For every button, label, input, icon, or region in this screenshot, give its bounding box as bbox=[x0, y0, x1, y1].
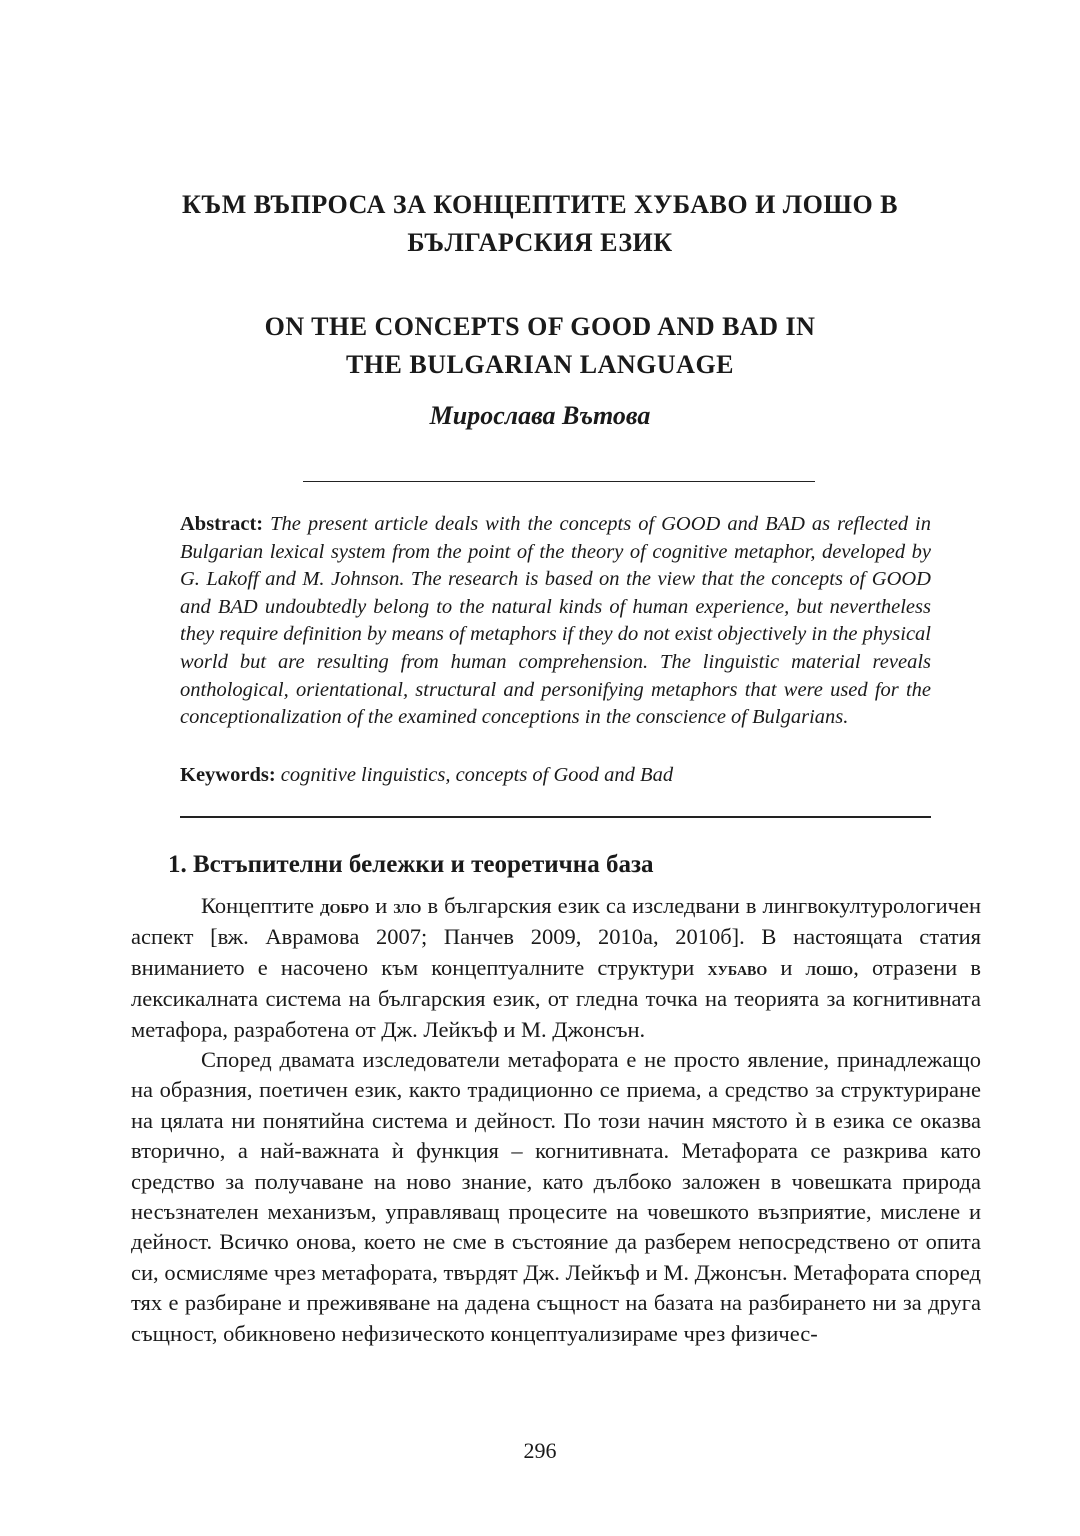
p1-segment-a: Концептите bbox=[201, 893, 320, 918]
body-text bbox=[131, 891, 981, 1349]
author-name: Мирослава Вътова bbox=[429, 401, 651, 430]
title-en-line-1: ON THE CONCEPTS OF GOOD AND BAD IN bbox=[264, 312, 816, 341]
term-hubavo: хубаво bbox=[707, 957, 768, 980]
abstract-divider bbox=[180, 816, 931, 818]
p1-segment-e: , отразени в лексикалната система на българския език, от гледна точка на теорията за когнитивната метафора, разработена от Дж. Лейкъф и М. Джонсън. bbox=[131, 954, 981, 1042]
title-divider bbox=[303, 481, 815, 482]
term-losho: лошо bbox=[805, 957, 854, 980]
p1-segment-c: в българския език са изследвани в лингвокултурологичен аспект [вж. Аврамова 2007; Панчев 2009, 2010а, 2010б]. В настоящата статия вниманието е насочено към концептуалните структури bbox=[131, 893, 981, 980]
paragraph-2: Според двамата изследователи метафората е не просто явление, принадлежащо на образния, поетичен език, както традиционно се приема, а средство за структуриране на цялата ни понятийна система и дейност. По този начин мястото ѝ в езика се оказва вторично, а най-важната ѝ функция – когнитивната. Метафората се разкрива като средство за получаване на ново знание, като дълбоко заложен в човешката природа несъзнателен механизъм, управляващ процесите на човешкото възприятие, мислене и дейност. Всичко онова, което не сме в състояние да разберем непосредствено от опита си, осмисляме чрез метафората, твърдят Дж. Лейкъф и М. Джонсън. Метафората според тях е разбиране и преживяване на дадена същност на базата на разбирането ни за друга същност, обикновено нефизическото концептуализираме чрез физичес- bbox=[131, 1047, 981, 1346]
title-en-line-2: THE BULGARIAN LANGUAGE bbox=[345, 350, 735, 379]
article-title-bulgarian bbox=[110, 186, 970, 262]
keywords-label: Keywords: bbox=[180, 764, 276, 786]
title-bg-line-2: БЪЛГАРСКИЯ ЕЗИК bbox=[407, 228, 673, 257]
p1-segment-d: и bbox=[767, 954, 806, 980]
abstract-text: The present article deals with the concepts of GOOD and BAD as reflected in Bulgarian lexical system from the point of the theory of cognitive metaphor, developed by G. Lakoff and M. Johnson. The research is based on the view that the concepts of GOOD and BAD undoubtedly belong to the natural kinds of human experience, but nevertheless they require definition by means of metaphors if they do not exist objectively in the physical world but are resulting from human comprehension. The linguistic material reveals onthological, orientational, structural and personifying metaphors that were used for the conceptionalization of the examined conceptions in the conscience of Bulgarians. bbox=[180, 513, 931, 729]
term-zlo: зло bbox=[393, 896, 422, 918]
p1-segment-b: и bbox=[369, 893, 394, 918]
keywords-block bbox=[180, 762, 931, 790]
title-bg-line-1: КЪМ ВЪПРОСА ЗА КОНЦЕПТИТЕ ХУБАВО И ЛОШО В bbox=[181, 190, 899, 219]
keywords-text: cognitive linguistics, concepts of Good and Bad bbox=[280, 764, 674, 786]
section-heading: 1. Встъпителни бележки и теоретична база bbox=[168, 851, 654, 878]
term-dobro: добро bbox=[320, 896, 370, 918]
paragraph-1 bbox=[131, 891, 981, 1045]
article-title-english bbox=[110, 308, 970, 384]
abstract-block bbox=[180, 511, 931, 732]
abstract-label: Abstract: bbox=[180, 513, 264, 535]
page-number: 296 bbox=[523, 1438, 557, 1463]
